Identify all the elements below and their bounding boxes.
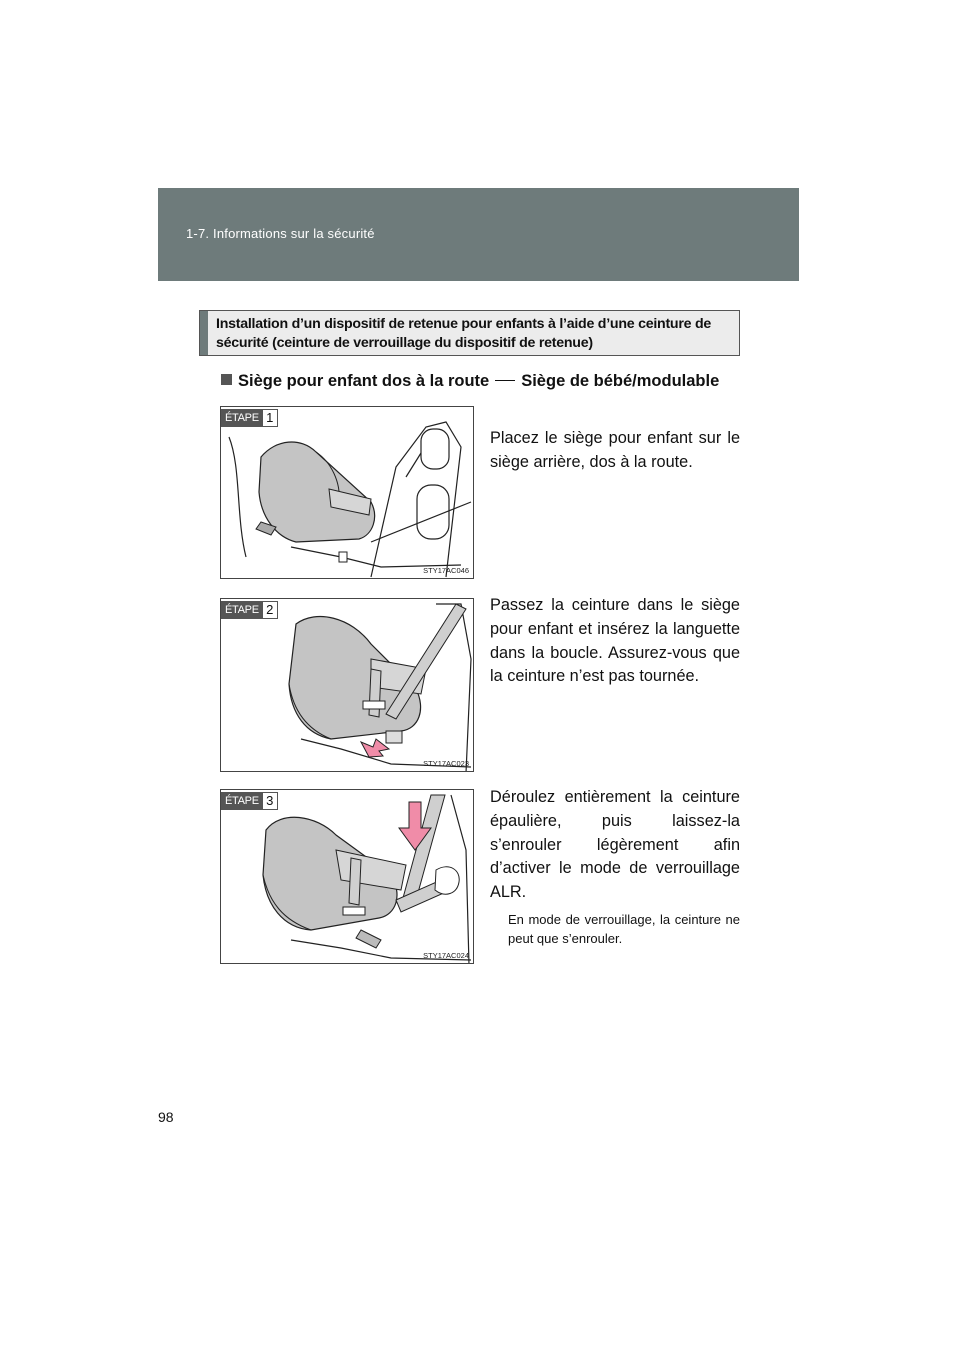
- step-number: 3: [262, 792, 278, 810]
- step-1-text: Placez le siège pour enfant sur le siège arrière, dos à la route.: [490, 429, 740, 471]
- step-number: 1: [262, 409, 278, 427]
- square-bullet-icon: [221, 374, 232, 385]
- step-3-illustration: [220, 789, 474, 964]
- em-dash: [495, 380, 515, 381]
- step-label: ÉTAPE: [221, 792, 262, 810]
- step-3-text: Déroulez entièrement la ceinture épaulière, puis laissez-la s’enrouler légèrement afin d’activer le mode de verrouillage ALR.: [490, 788, 740, 902]
- step-2-text: Passez la ceinture dans le siège pour enfant et insérez la languette dans la boucle. Assurez-vous que la ceinture n’est pas tournée.: [490, 596, 740, 686]
- subheading-right: Siège de bébé/modulable: [521, 372, 720, 390]
- subheading: [221, 372, 719, 391]
- step-1-illustration: [220, 406, 474, 579]
- figure-code: STY17AC024: [423, 951, 469, 960]
- section-title-box: [199, 310, 740, 356]
- title-accent-bar: [200, 311, 208, 355]
- step-3-badge: [221, 792, 278, 810]
- section-title: Installation d’un dispositif de retenue pour enfants à l’aide d’une ceinture de sécurité (ceinture de verrouillage du dispositif de retenue): [216, 316, 712, 351]
- step-2-badge: [221, 601, 278, 619]
- figure-code: STY17AC023: [423, 759, 469, 768]
- child-seat-rear-facing-illustration: [221, 407, 474, 579]
- subheading-left: Siège pour enfant dos à la route: [238, 372, 490, 390]
- step-number: 2: [262, 601, 278, 619]
- step-label: ÉTAPE: [221, 601, 262, 619]
- page-number: 98: [158, 1109, 174, 1125]
- step-3-note: En mode de verrouillage, la ceinture ne peut que s’enrouler.: [508, 912, 740, 946]
- step-1-badge: [221, 409, 278, 427]
- section-label: 1-7. Informations sur la sécurité: [186, 226, 375, 241]
- step-label: ÉTAPE: [221, 409, 262, 427]
- step-2-illustration: [220, 598, 474, 772]
- belt-buckle-illustration: [221, 599, 474, 772]
- figure-code: STY17AC046: [423, 566, 469, 575]
- shoulder-belt-retract-illustration: [221, 790, 474, 964]
